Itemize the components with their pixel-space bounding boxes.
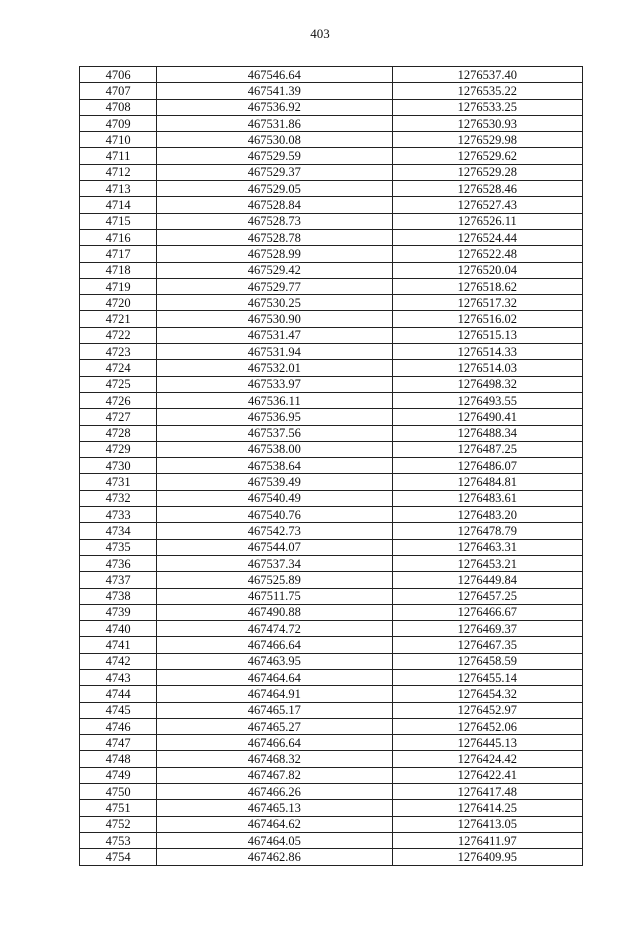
y-coordinate-cell: 1276515.13	[392, 327, 582, 343]
table-row	[80, 262, 583, 278]
page-number: 403	[310, 26, 330, 41]
y-coordinate-cell: 1276452.06	[392, 718, 582, 734]
y-coordinate-cell: 1276453.21	[392, 555, 582, 571]
point-number-cell: 4736	[80, 555, 157, 571]
y-coordinate-cell: 1276455.14	[392, 669, 582, 685]
x-coordinate-cell: 467546.64	[157, 67, 392, 83]
table-row	[80, 572, 583, 588]
table-row	[80, 832, 583, 848]
point-number-cell: 4718	[80, 262, 157, 278]
table-row	[80, 197, 583, 213]
x-coordinate-cell: 467544.07	[157, 539, 392, 555]
point-number-cell: 4719	[80, 278, 157, 294]
point-number-cell: 4737	[80, 572, 157, 588]
x-coordinate-cell: 467531.47	[157, 327, 392, 343]
table-row	[80, 295, 583, 311]
coordinates-table-body	[80, 67, 583, 866]
y-coordinate-cell: 1276424.42	[392, 751, 582, 767]
table-row	[80, 653, 583, 669]
x-coordinate-cell: 467538.00	[157, 441, 392, 457]
y-coordinate-cell: 1276537.40	[392, 67, 582, 83]
point-number-cell: 4734	[80, 523, 157, 539]
point-number-cell: 4744	[80, 686, 157, 702]
point-number-cell: 4751	[80, 800, 157, 816]
x-coordinate-cell: 467511.75	[157, 588, 392, 604]
y-coordinate-cell: 1276522.48	[392, 246, 582, 262]
y-coordinate-cell: 1276528.46	[392, 181, 582, 197]
point-number-cell: 4745	[80, 702, 157, 718]
table-row	[80, 621, 583, 637]
x-coordinate-cell: 467531.94	[157, 344, 392, 360]
table-row	[80, 376, 583, 392]
point-number-cell: 4708	[80, 99, 157, 115]
table-row	[80, 637, 583, 653]
table-row	[80, 278, 583, 294]
point-number-cell: 4743	[80, 669, 157, 685]
point-number-cell: 4731	[80, 474, 157, 490]
x-coordinate-cell: 467528.99	[157, 246, 392, 262]
y-coordinate-cell: 1276487.25	[392, 441, 582, 457]
x-coordinate-cell: 467464.64	[157, 669, 392, 685]
table-row	[80, 99, 583, 115]
point-number-cell: 4746	[80, 718, 157, 734]
y-coordinate-cell: 1276449.84	[392, 572, 582, 588]
table-row	[80, 344, 583, 360]
point-number-cell: 4716	[80, 229, 157, 245]
y-coordinate-cell: 1276483.61	[392, 490, 582, 506]
y-coordinate-cell: 1276422.41	[392, 767, 582, 783]
x-coordinate-cell: 467536.95	[157, 409, 392, 425]
point-number-cell: 4710	[80, 132, 157, 148]
x-coordinate-cell: 467529.59	[157, 148, 392, 164]
point-number-cell: 4752	[80, 816, 157, 832]
y-coordinate-cell: 1276533.25	[392, 99, 582, 115]
y-coordinate-cell: 1276498.32	[392, 376, 582, 392]
y-coordinate-cell: 1276457.25	[392, 588, 582, 604]
y-coordinate-cell: 1276483.20	[392, 507, 582, 523]
x-coordinate-cell: 467539.49	[157, 474, 392, 490]
point-number-cell: 4750	[80, 784, 157, 800]
table-row	[80, 392, 583, 408]
table-row	[80, 816, 583, 832]
table-row	[80, 604, 583, 620]
table-row	[80, 686, 583, 702]
y-coordinate-cell: 1276445.13	[392, 735, 582, 751]
table-row	[80, 669, 583, 685]
y-coordinate-cell: 1276493.55	[392, 392, 582, 408]
table-row	[80, 849, 583, 865]
y-coordinate-cell: 1276417.48	[392, 784, 582, 800]
point-number-cell: 4720	[80, 295, 157, 311]
coordinates-table	[79, 66, 583, 866]
point-number-cell: 4741	[80, 637, 157, 653]
point-number-cell: 4738	[80, 588, 157, 604]
table-row	[80, 409, 583, 425]
y-coordinate-cell: 1276413.05	[392, 816, 582, 832]
point-number-cell: 4707	[80, 83, 157, 99]
y-coordinate-cell: 1276414.25	[392, 800, 582, 816]
point-number-cell: 4728	[80, 425, 157, 441]
point-number-cell: 4747	[80, 735, 157, 751]
point-number-cell: 4721	[80, 311, 157, 327]
x-coordinate-cell: 467463.95	[157, 653, 392, 669]
x-coordinate-cell: 467542.73	[157, 523, 392, 539]
y-coordinate-cell: 1276514.33	[392, 344, 582, 360]
table-row	[80, 67, 583, 83]
x-coordinate-cell: 467532.01	[157, 360, 392, 376]
point-number-cell: 4754	[80, 849, 157, 865]
y-coordinate-cell: 1276526.11	[392, 213, 582, 229]
point-number-cell: 4722	[80, 327, 157, 343]
x-coordinate-cell: 467468.32	[157, 751, 392, 767]
x-coordinate-cell: 467533.97	[157, 376, 392, 392]
table-row	[80, 213, 583, 229]
point-number-cell: 4715	[80, 213, 157, 229]
y-coordinate-cell: 1276524.44	[392, 229, 582, 245]
x-coordinate-cell: 467464.62	[157, 816, 392, 832]
y-coordinate-cell: 1276490.41	[392, 409, 582, 425]
table-row	[80, 784, 583, 800]
y-coordinate-cell: 1276467.35	[392, 637, 582, 653]
point-number-cell: 4740	[80, 621, 157, 637]
y-coordinate-cell: 1276486.07	[392, 458, 582, 474]
y-coordinate-cell: 1276478.79	[392, 523, 582, 539]
y-coordinate-cell: 1276529.62	[392, 148, 582, 164]
x-coordinate-cell: 467466.26	[157, 784, 392, 800]
table-row	[80, 327, 583, 343]
x-coordinate-cell: 467462.86	[157, 849, 392, 865]
point-number-cell: 4723	[80, 344, 157, 360]
x-coordinate-cell: 467465.13	[157, 800, 392, 816]
point-number-cell: 4729	[80, 441, 157, 457]
x-coordinate-cell: 467529.77	[157, 278, 392, 294]
x-coordinate-cell: 467474.72	[157, 621, 392, 637]
table-row	[80, 702, 583, 718]
y-coordinate-cell: 1276520.04	[392, 262, 582, 278]
table-row	[80, 588, 583, 604]
x-coordinate-cell: 467465.27	[157, 718, 392, 734]
point-number-cell: 4706	[80, 67, 157, 83]
table-row	[80, 751, 583, 767]
point-number-cell: 4748	[80, 751, 157, 767]
y-coordinate-cell: 1276484.81	[392, 474, 582, 490]
x-coordinate-cell: 467537.34	[157, 555, 392, 571]
table-row	[80, 115, 583, 131]
table-row	[80, 246, 583, 262]
point-number-cell: 4726	[80, 392, 157, 408]
point-number-cell: 4711	[80, 148, 157, 164]
table-row	[80, 458, 583, 474]
x-coordinate-cell: 467540.49	[157, 490, 392, 506]
point-number-cell: 4753	[80, 832, 157, 848]
y-coordinate-cell: 1276517.32	[392, 295, 582, 311]
x-coordinate-cell: 467529.37	[157, 164, 392, 180]
table-row	[80, 360, 583, 376]
x-coordinate-cell: 467538.64	[157, 458, 392, 474]
x-coordinate-cell: 467466.64	[157, 735, 392, 751]
x-coordinate-cell: 467528.78	[157, 229, 392, 245]
table-row	[80, 523, 583, 539]
y-coordinate-cell: 1276458.59	[392, 653, 582, 669]
x-coordinate-cell: 467465.17	[157, 702, 392, 718]
y-coordinate-cell: 1276454.32	[392, 686, 582, 702]
y-coordinate-cell: 1276530.93	[392, 115, 582, 131]
y-coordinate-cell: 1276409.95	[392, 849, 582, 865]
x-coordinate-cell: 467467.82	[157, 767, 392, 783]
table-row	[80, 735, 583, 751]
y-coordinate-cell: 1276466.67	[392, 604, 582, 620]
x-coordinate-cell: 467540.76	[157, 507, 392, 523]
x-coordinate-cell: 467537.56	[157, 425, 392, 441]
x-coordinate-cell: 467529.05	[157, 181, 392, 197]
x-coordinate-cell: 467529.42	[157, 262, 392, 278]
table-row	[80, 507, 583, 523]
table-row	[80, 474, 583, 490]
x-coordinate-cell: 467528.73	[157, 213, 392, 229]
point-number-cell: 4730	[80, 458, 157, 474]
y-coordinate-cell: 1276529.98	[392, 132, 582, 148]
table-row	[80, 181, 583, 197]
point-number-cell: 4713	[80, 181, 157, 197]
point-number-cell: 4709	[80, 115, 157, 131]
table-row	[80, 83, 583, 99]
x-coordinate-cell: 467530.08	[157, 132, 392, 148]
x-coordinate-cell: 467490.88	[157, 604, 392, 620]
point-number-cell: 4732	[80, 490, 157, 506]
x-coordinate-cell: 467464.91	[157, 686, 392, 702]
y-coordinate-cell: 1276463.31	[392, 539, 582, 555]
point-number-cell: 4749	[80, 767, 157, 783]
table-row	[80, 311, 583, 327]
table-row	[80, 539, 583, 555]
y-coordinate-cell: 1276535.22	[392, 83, 582, 99]
point-number-cell: 4714	[80, 197, 157, 213]
y-coordinate-cell: 1276529.28	[392, 164, 582, 180]
y-coordinate-cell: 1276514.03	[392, 360, 582, 376]
point-number-cell: 4735	[80, 539, 157, 555]
table-row	[80, 425, 583, 441]
x-coordinate-cell: 467528.84	[157, 197, 392, 213]
y-coordinate-cell: 1276516.02	[392, 311, 582, 327]
x-coordinate-cell: 467466.64	[157, 637, 392, 653]
y-coordinate-cell: 1276452.97	[392, 702, 582, 718]
table-row	[80, 132, 583, 148]
x-coordinate-cell: 467536.11	[157, 392, 392, 408]
x-coordinate-cell: 467531.86	[157, 115, 392, 131]
point-number-cell: 4725	[80, 376, 157, 392]
point-number-cell: 4742	[80, 653, 157, 669]
y-coordinate-cell: 1276488.34	[392, 425, 582, 441]
point-number-cell: 4727	[80, 409, 157, 425]
point-number-cell: 4717	[80, 246, 157, 262]
point-number-cell: 4739	[80, 604, 157, 620]
x-coordinate-cell: 467530.25	[157, 295, 392, 311]
x-coordinate-cell: 467541.39	[157, 83, 392, 99]
point-number-cell: 4724	[80, 360, 157, 376]
x-coordinate-cell: 467530.90	[157, 311, 392, 327]
table-row	[80, 490, 583, 506]
table-row	[80, 767, 583, 783]
table-row	[80, 555, 583, 571]
table-row	[80, 229, 583, 245]
table-row	[80, 718, 583, 734]
x-coordinate-cell: 467464.05	[157, 832, 392, 848]
table-row	[80, 441, 583, 457]
y-coordinate-cell: 1276518.62	[392, 278, 582, 294]
table-row	[80, 164, 583, 180]
y-coordinate-cell: 1276527.43	[392, 197, 582, 213]
x-coordinate-cell: 467525.89	[157, 572, 392, 588]
x-coordinate-cell: 467536.92	[157, 99, 392, 115]
y-coordinate-cell: 1276411.97	[392, 832, 582, 848]
point-number-cell: 4712	[80, 164, 157, 180]
y-coordinate-cell: 1276469.37	[392, 621, 582, 637]
table-row	[80, 148, 583, 164]
table-row	[80, 800, 583, 816]
point-number-cell: 4733	[80, 507, 157, 523]
